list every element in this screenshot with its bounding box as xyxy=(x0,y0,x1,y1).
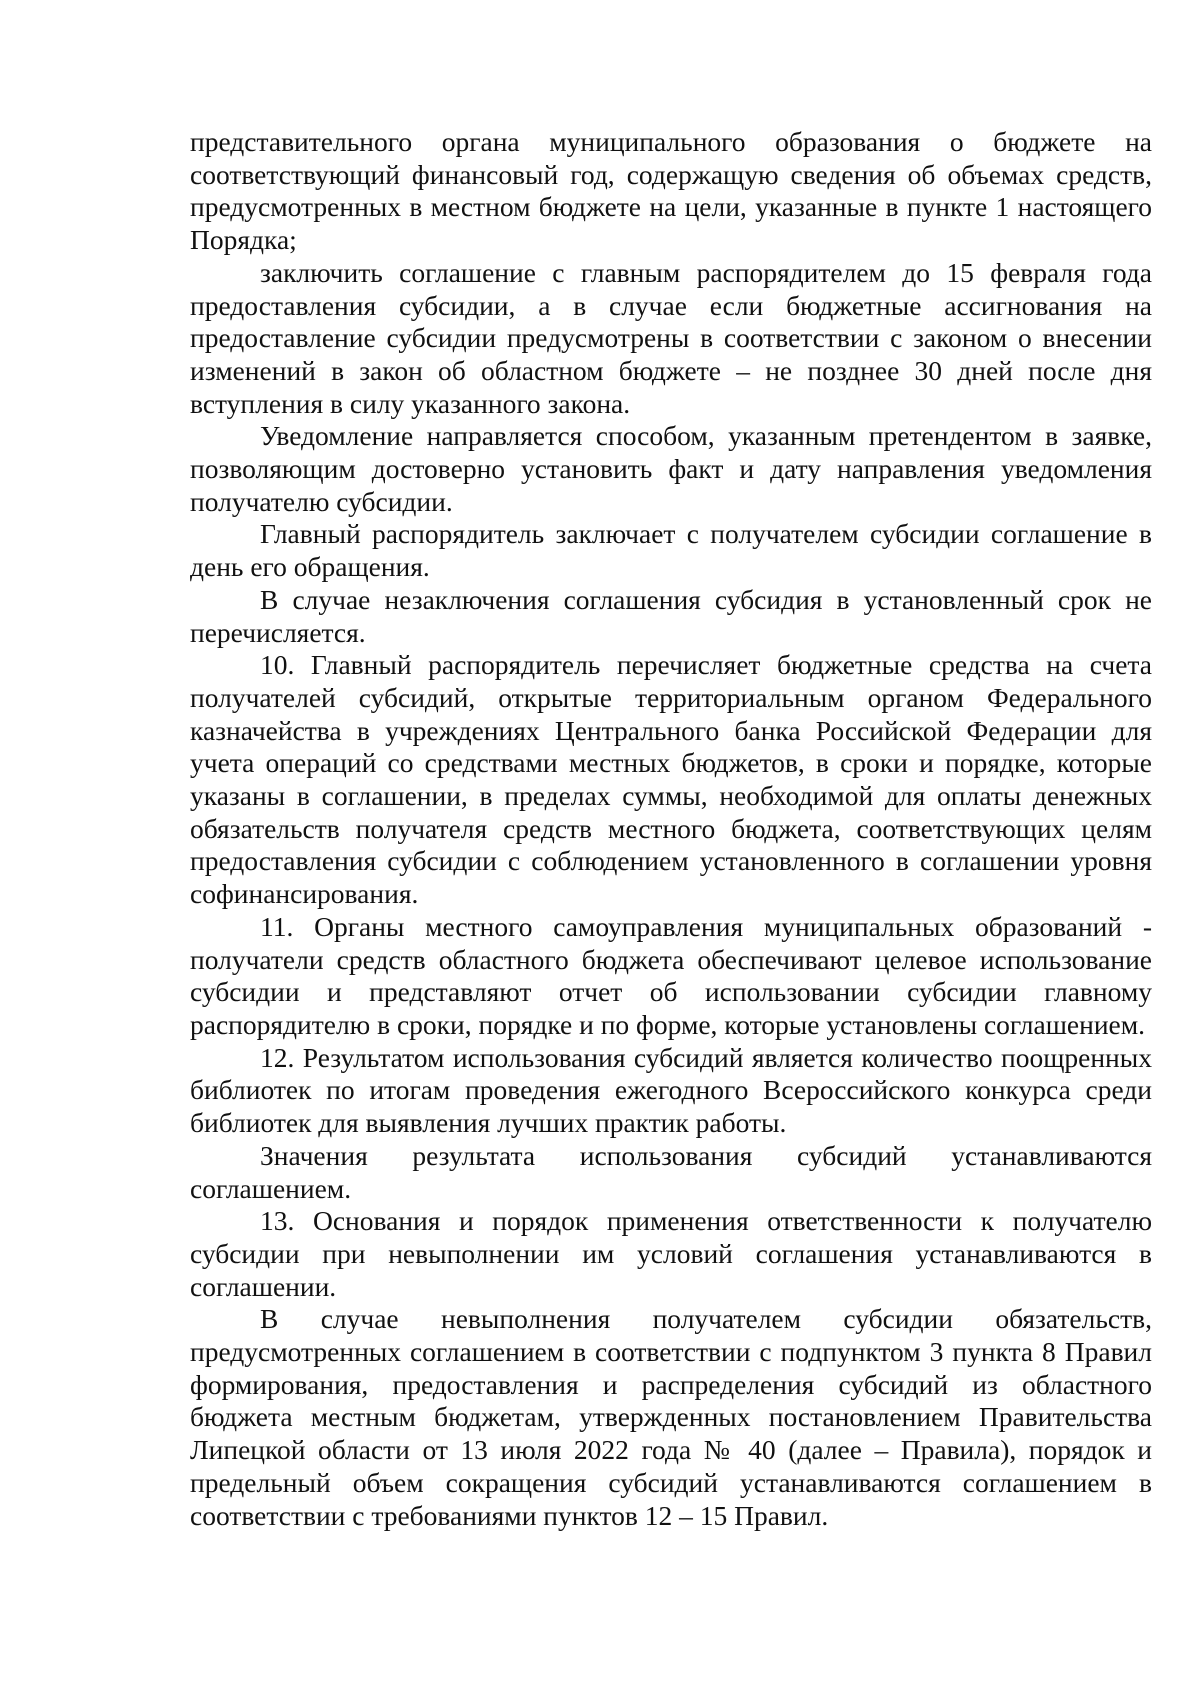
paragraph-item-10: 10. Главный распорядитель перечисляет бюджетные средства на счета получателей субсидий, открытые территориальным органом Федерального казначейства в учреждениях Центрального банка Российской Федерации для учета операций со средствами местных бюджетов, в сроки и порядке, которые указаны в соглашении, в пределах суммы, необходимой для оплаты денежных обязательств получателя средств местного бюджета, соответствующих целям предоставления субсидии с соблюдением установленного в соглашении уровня софинансирования. xyxy=(190,649,1152,910)
paragraph-item-12: 12. Результатом использования субсидий является количество поощренных библиотек по итогам проведения ежегодного Всероссийского конкурса среди библиотек для выявления лучших практик работы. xyxy=(190,1041,1152,1139)
paragraph-agreement-day: Главный распорядитель заключает с получателем субсидии соглашение в день его обращения. xyxy=(190,518,1152,583)
paragraph-agreement-deadline: заключить соглашение с главным распорядителем до 15 февраля года предоставления субсидии, а в случае если бюджетные ассигнования на предоставление субсидии предусмотрены в соответствии с законом о внесении изменений в закон об областном бюджете – не позднее 30 дней после дня вступления в силу указанного закона. xyxy=(190,256,1152,419)
paragraph-item-11: 11. Органы местного самоуправления муниципальных образований - получатели средств областного бюджета обеспечивают целевое использование субсидии и представляют отчет об использовании субсидии главному распорядителю в сроки, порядке и по форме, которые установлены соглашением. xyxy=(190,910,1152,1040)
paragraph-result-values: Значения результата использования субсидий устанавливаются соглашением. xyxy=(190,1139,1152,1204)
paragraph-non-conclusion: В случае незаключения соглашения субсидия в установленный срок не перечисляется. xyxy=(190,583,1152,648)
paragraph-continuation: представительного органа муниципального образования о бюджете на соответствующий финансовый год, содержащую сведения об объемах средств, предусмотренных в местном бюджете на цели, указанные в пункте 1 настоящего Порядка; xyxy=(190,126,1152,256)
document-body xyxy=(190,126,1152,1532)
paragraph-notification: Уведомление направляется способом, указанным претендентом в заявке, позволяющим достоверно установить факт и дату направления уведомления получателю субсидии. xyxy=(190,420,1152,517)
paragraph-item-13: 13. Основания и порядок применения ответственности к получателю субсидии при невыполнении им условий соглашения устанавливаются в соглашении. xyxy=(190,1205,1152,1302)
paragraph-non-fulfillment: В случае невыполнения получателем субсидии обязательств, предусмотренных соглашением в соответствии с подпунктом 3 пункта 8 Правил формирования, предоставления и распределения субсидий из областного бюджета местным бюджетам, утвержденных постановлением Правительства Липецкой области от 13 июля 2022 года № 40 (далее – Правила), порядок и предельный объем сокращения субсидий устанавливаются соглашением в соответствии с требованиями пунктов 12 – 15 Правил. xyxy=(190,1303,1152,1531)
